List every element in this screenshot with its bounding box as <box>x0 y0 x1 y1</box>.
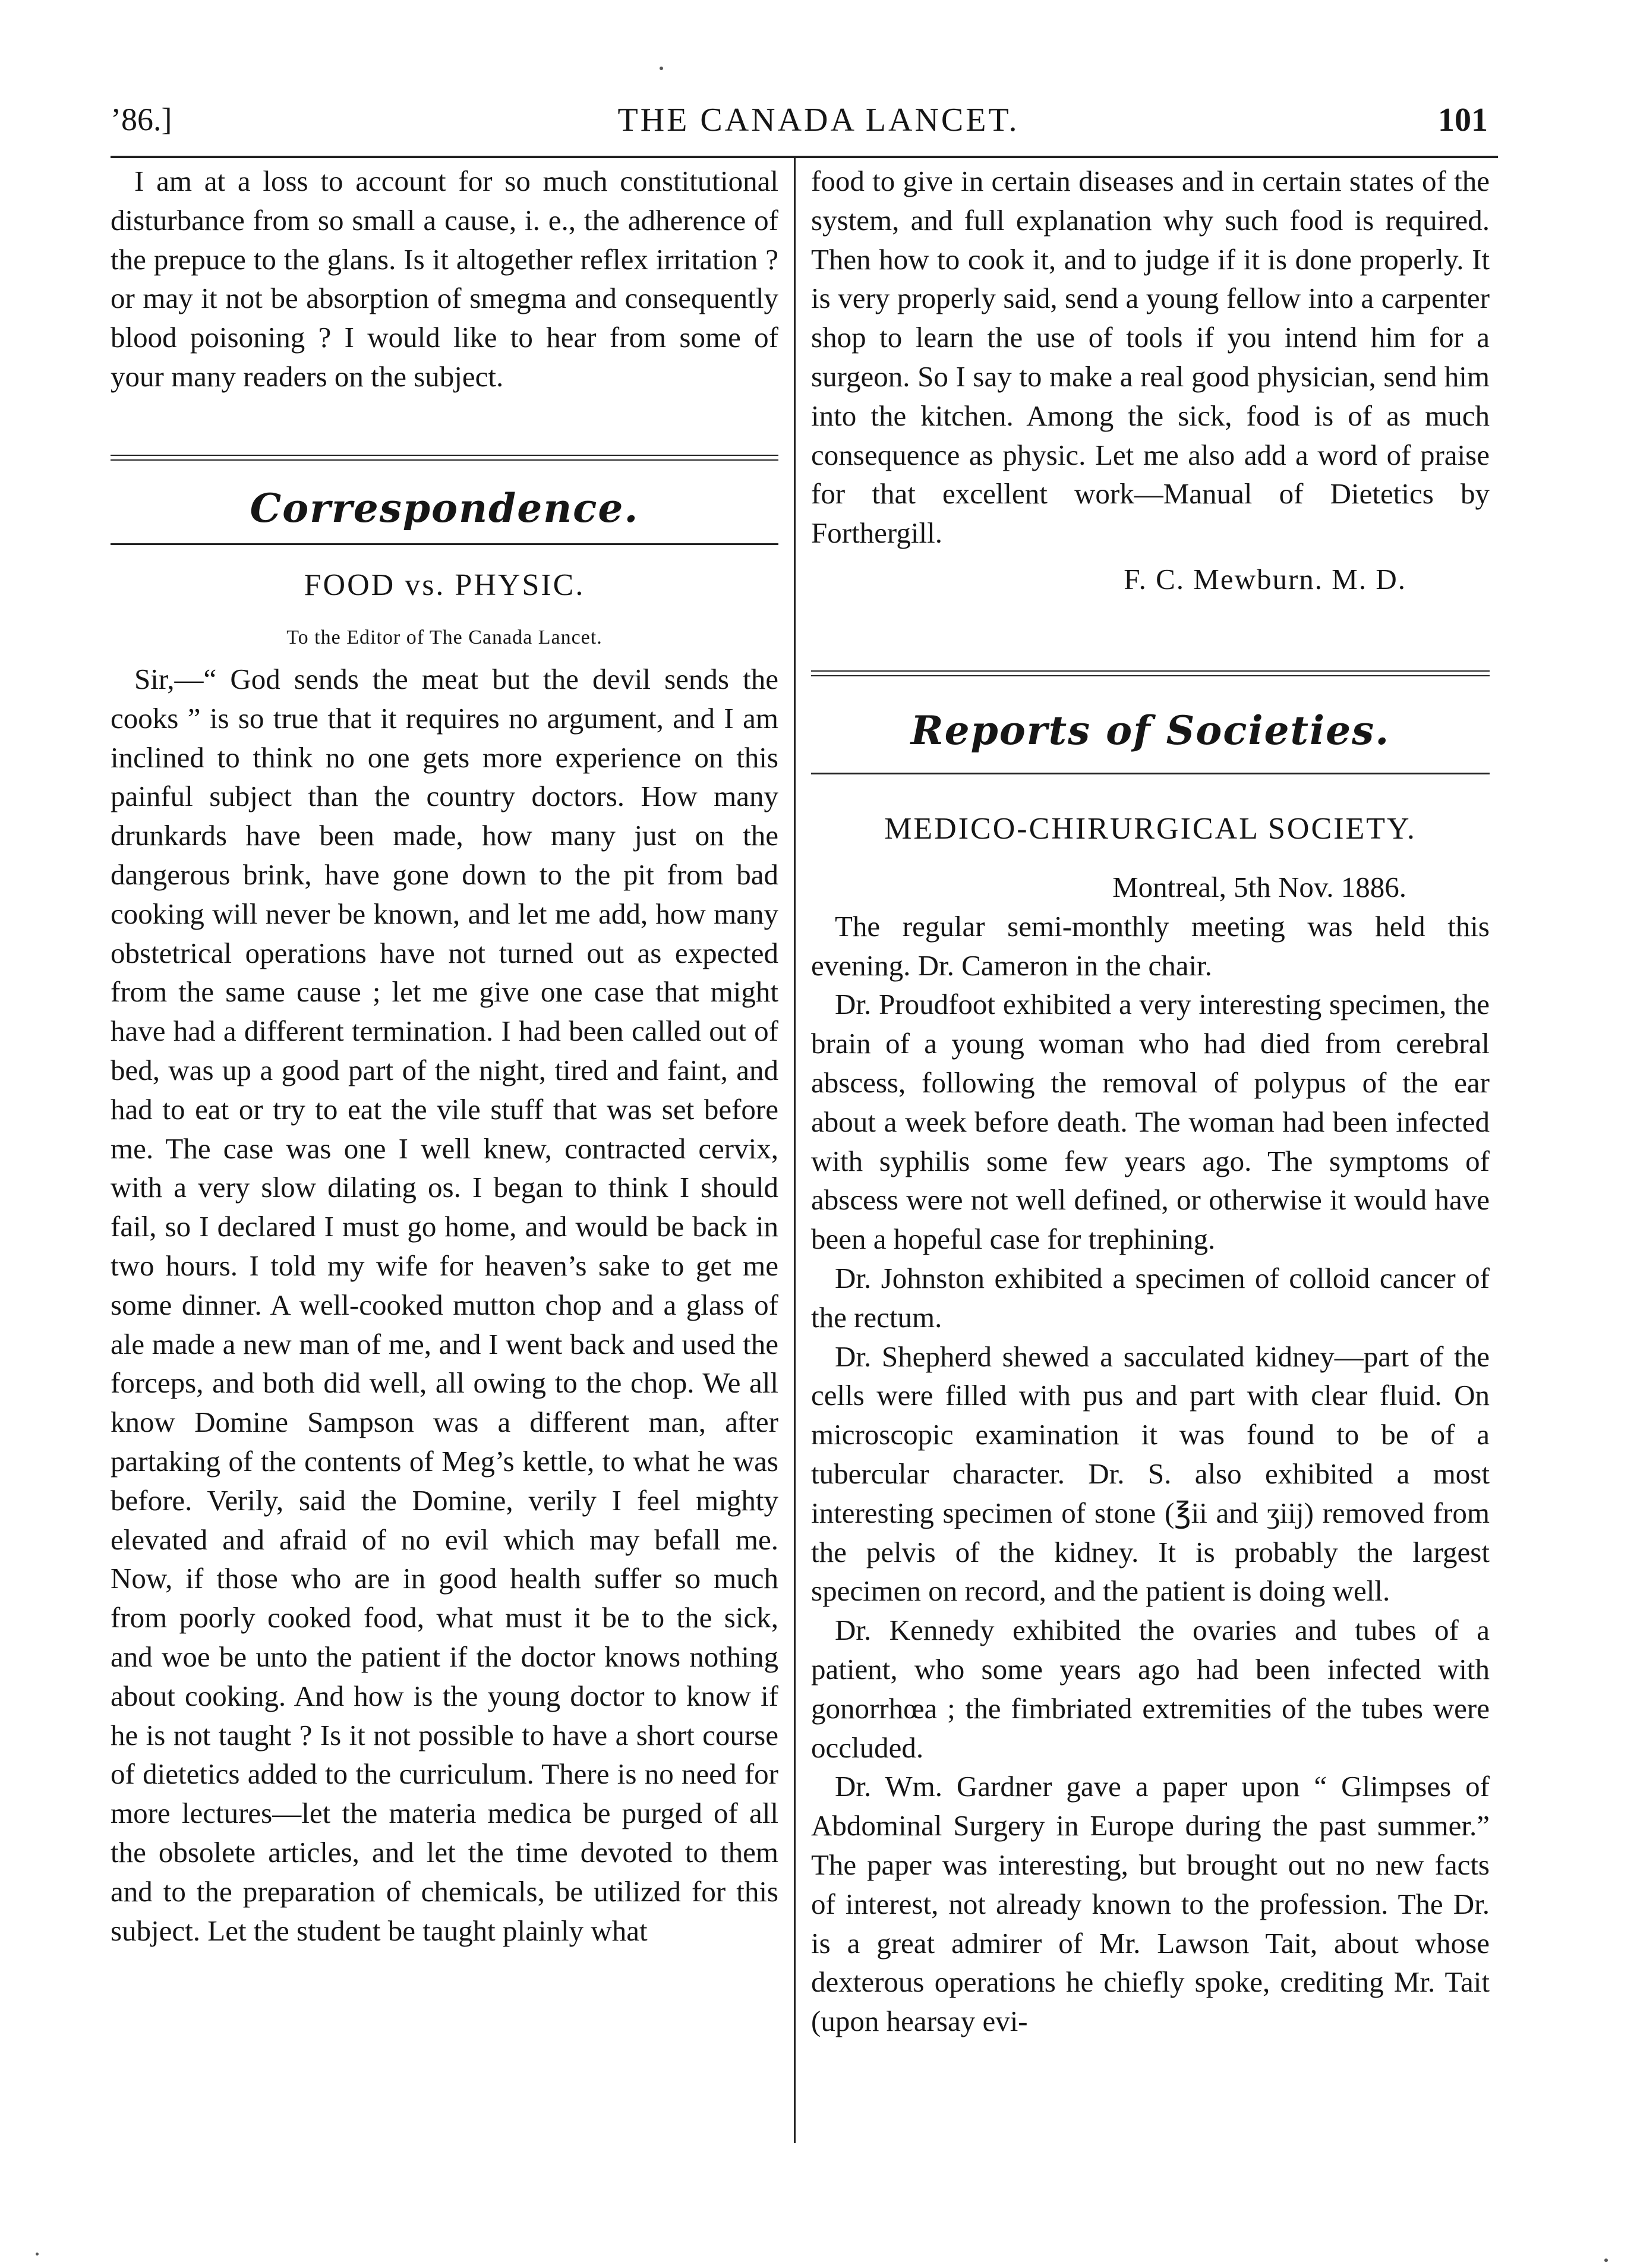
report-paragraph: Dr. Wm. Gardner gave a paper upon “ Glimpses of Abdominal Surgery in Europe during the past summer.” The paper was interesting, but brought out no new facts of interest, not already known to the profession. The Dr. is a great admirer of Mr. Lawson Tait, about whose dexterous operations he chiefly spoke, crediting Mr. Tait (upon hearsay evi- <box>811 1770 1490 2038</box>
report-paragraph: Dr. Johnston exhibited a specimen of colloid cancer of the rectum. <box>811 1261 1490 1334</box>
addressed-to: To the Editor of The Canada Lancet. <box>286 626 603 648</box>
reports-rule-top-2 <box>811 675 1490 676</box>
page-number: 101 <box>1438 102 1488 138</box>
report-paragraph: Dr. Shepherd shewed a sacculated kidney—part of the cells were filled with pus and part with clear fluid. On microscopic examination it was found to be of a tubercular character. Dr. S. also exhibited a most interesting specimen of stone (℥ii and ʒiij) removed from the pelvis of the kidney. It is probably the largest specimen on record, and the patient is doing well. <box>811 1340 1490 1608</box>
article-title: FOOD vs. PHYSIC. <box>304 568 585 602</box>
section-rule-top-1 <box>111 455 778 456</box>
signature: F. C. Mewburn. M. D. <box>1124 562 1406 596</box>
correspondence-heading: Correspondence. <box>250 485 639 531</box>
intro-paragraph: I am at a loss to account for so much constitutional disturbance from so small a cause, i. e., the adherence of the prepuce to the glans. Is it altogether reflex irritation ? or may it not be absorption of smegma and consequently blood poisoning ? I would like to hear from some of your many readers on the subject. <box>111 165 778 393</box>
reports-rule-bottom <box>811 773 1490 774</box>
scan-speck <box>1604 2258 1608 2262</box>
society-title: MEDICO-CHIRURGICAL SOCIETY. <box>884 812 1417 846</box>
scan-speck <box>36 2253 39 2256</box>
left-column <box>111 162 778 396</box>
society-report <box>811 868 1490 2041</box>
header-year: ’86.] <box>111 102 172 137</box>
report-paragraph: Dr. Proudfoot exhibited a very interesting specimen, the brain of a young woman who had died from cerebral abscess, following the removal of polypus of the ear about a week before death. The woman had been infected with syphilis some few years ago. The symptoms of abscess were not well defined, or otherwise it would have been a hopeful case for trephining. <box>811 988 1490 1256</box>
section-rule-top-2 <box>111 459 778 461</box>
running-header <box>0 95 1637 160</box>
section-rule-bottom <box>111 543 778 545</box>
report-paragraph: The regular semi-monthly meeting was held this evening. Dr. Cameron in the chair. <box>811 909 1490 982</box>
letter-continued-text: food to give in certain diseases and in certain states of the system, and full explanation why such food is required. Then how to cook it, and to judge if it is done properly. It is very properly said, send a young fellow into a carpenter shop to learn the use of tools if you intend him for a surgeon. So I say to make a real good physician, send him into the kitchen. Among the sick, food is of as much consequence as physic. Let me also add a word of praise for that excellent work—Manual of Dietetics by Forthergill. <box>811 165 1490 550</box>
reports-heading: Reports of Societies. <box>910 707 1390 754</box>
header-rule <box>111 156 1498 158</box>
letter-body <box>111 660 778 1950</box>
journal-title: THE CANADA LANCET. <box>617 102 1020 138</box>
letter-body-text: Sir,—“ God sends the meat but the devil sends the cooks ” is so true that it requires no argument, and I am inclined to think no one gets more experience on this painful subject than the country doctors. How many drunkards have been made, how many just on the dangerous brink, have gone down to the pit from bad cooking will never be known, and let me add, how many obstetrical operations have not turned out as expected from the same cause ; let me give one case that might have had a different termination. I had been called out of bed, was up a good part of the night, tired and faint, and had to eat or try to eat the vile stuff that was set before me. The case was one I well knew, contracted cervix, with a very slow dilating os. I began to think I should fail, so I declared I must go home, and would be back in two hours. I told my wife for heaven’s sake to get me some dinner. A well-cooked mutton chop and a glass of ale made a new man of me, and I went back and used the forceps, and both did well, all owing to the chop. We all know Domine Sampson was a different man, after partaking of the contents of Meg’s kettle, to what he was before. Verily, said the Domine, verily I feel mighty elevated and afraid of no evil which may befall me. Now, if those who are in good health suffer so much from poorly cooked food, what must it be to the sick, and woe be unto the patient if the doctor knows nothing about cooking. And how is the young doctor to know if he is not taught ? Is it not possible to have a short course of dietetics added to the curriculum. There is no need for more lectures—let the materia medica be purged of all the obsolete articles, and let the time devoted to them and to the preparation of chemicals, be utilized for this subject. Let the student be taught plainly what <box>111 663 778 1947</box>
scan-speck <box>660 67 663 70</box>
right-column-letter <box>811 162 1490 599</box>
column-divider <box>794 158 796 2143</box>
report-paragraph: Dr. Kennedy exhibited the ovaries and tubes of a patient, who some years ago had been infected with gonorrhœa ; the fimbriated extremities of the tubes were occluded. <box>811 1614 1490 1764</box>
reports-rule-top-1 <box>811 670 1490 672</box>
dateline: Montreal, 5th Nov. 1886. <box>1112 871 1406 903</box>
